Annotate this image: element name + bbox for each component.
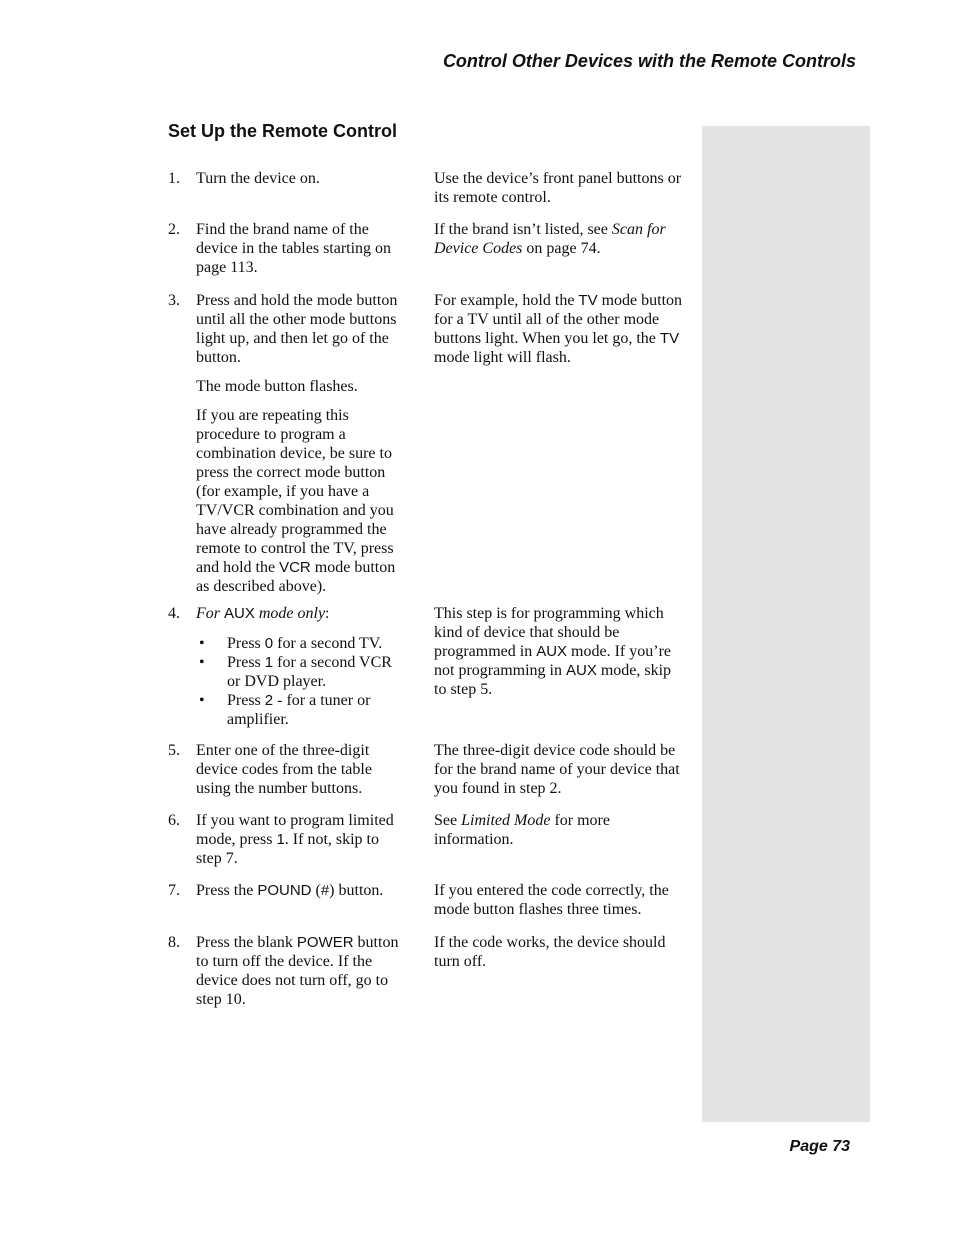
key-label: AUX xyxy=(536,643,568,660)
list-item: • Press 0 for a second TV. xyxy=(199,635,383,652)
step-instruction: Press the blank POWER button to turn off the device. If the device does not turn off, go to step 10. xyxy=(196,934,399,1008)
option-list xyxy=(196,634,408,729)
key-label: 0 xyxy=(264,635,274,652)
key-label: 1 xyxy=(264,654,274,671)
list-item: • Press 2 - for a tuner or amplifier. xyxy=(199,692,371,728)
step-number: 4. xyxy=(168,605,180,622)
step-instruction: Turn the device on. xyxy=(196,170,320,187)
step-number: 6. xyxy=(168,812,180,829)
key-label: 1 xyxy=(276,831,285,848)
list-item: • Press 1 for a second VCR or DVD player. xyxy=(199,654,392,690)
step-instruction: Press and hold the mode button until all the other mode buttons light up, and then let go of the button. The mode button flashes. If you are repeating this procedure to program a combination device, be sure to press the correct mode button (for example, if you have a TV/VCR combination and you have already programmed the remote to control the TV, press and hold the VCR mode button as described above). xyxy=(196,292,398,595)
running-header: Control Other Devices with the Remote Controls xyxy=(442,51,856,71)
step-note: See Limited Mode for more information. xyxy=(434,812,610,848)
key-label: AUX xyxy=(224,605,255,622)
page-number: Page 73 xyxy=(789,1138,850,1155)
key-label: AUX xyxy=(565,662,597,679)
key-label: # xyxy=(320,882,330,899)
sidebar-panel xyxy=(702,126,870,1122)
step-instruction: Find the brand name of the device in the tables starting on page 113. xyxy=(196,221,392,276)
step-note: If the code works, the device should turn off. xyxy=(434,934,666,970)
key-label: 2 xyxy=(264,692,274,709)
cross-reference: Limited Mode xyxy=(461,812,551,829)
key-label: TV xyxy=(578,292,598,309)
section-title: Set Up the Remote Control xyxy=(168,121,398,141)
key-label: POUND xyxy=(257,882,312,899)
step-instruction: For AUX mode only: • Press 0 for a second TV. • Press 1 for a second VCR or DVD player. • Press 2 - for a tuner or amplifier. xyxy=(196,604,408,729)
step-number: 1. xyxy=(168,170,180,187)
cross-reference: Scan for Device Codes xyxy=(434,221,666,257)
step-note: If the brand isn’t listed, see Scan for Device Codes on page 74. xyxy=(434,221,666,257)
step-instruction: Press the POUND (#) button. xyxy=(196,882,384,899)
key-label: TV xyxy=(659,330,680,347)
bullet: • xyxy=(199,635,205,652)
step-note: The three-digit device code should be for the brand name of your device that you found in step 2. xyxy=(434,742,680,797)
bullet: • xyxy=(199,654,205,671)
bullet: • xyxy=(199,692,205,709)
step-number: 8. xyxy=(168,934,180,951)
step-instruction: Enter one of the three-digit device codes from the table using the number buttons. xyxy=(196,742,372,797)
step-note: For example, hold the TV mode button for a TV until all of the other mode buttons light. When you let go, the TV mode light will flash. xyxy=(434,292,683,366)
step-number: 7. xyxy=(168,882,180,899)
step-instruction: If you want to program limited mode, press 1. If not, skip to step 7. xyxy=(196,812,394,867)
step-note: Use the device’s front panel buttons or its remote control. xyxy=(434,170,682,206)
key-label: POWER xyxy=(296,934,354,951)
step-note: If you entered the code correctly, the mode button flashes three times. xyxy=(434,882,669,918)
step-number: 3. xyxy=(168,292,180,309)
step-number: 5. xyxy=(168,742,180,759)
step-number: 2. xyxy=(168,221,180,238)
key-label: VCR xyxy=(279,559,311,576)
step-note: This step is for programming which kind of device that should be programmed in AUX mode. If you’re not programming in AUX mode, skip to step 5. xyxy=(434,605,672,698)
